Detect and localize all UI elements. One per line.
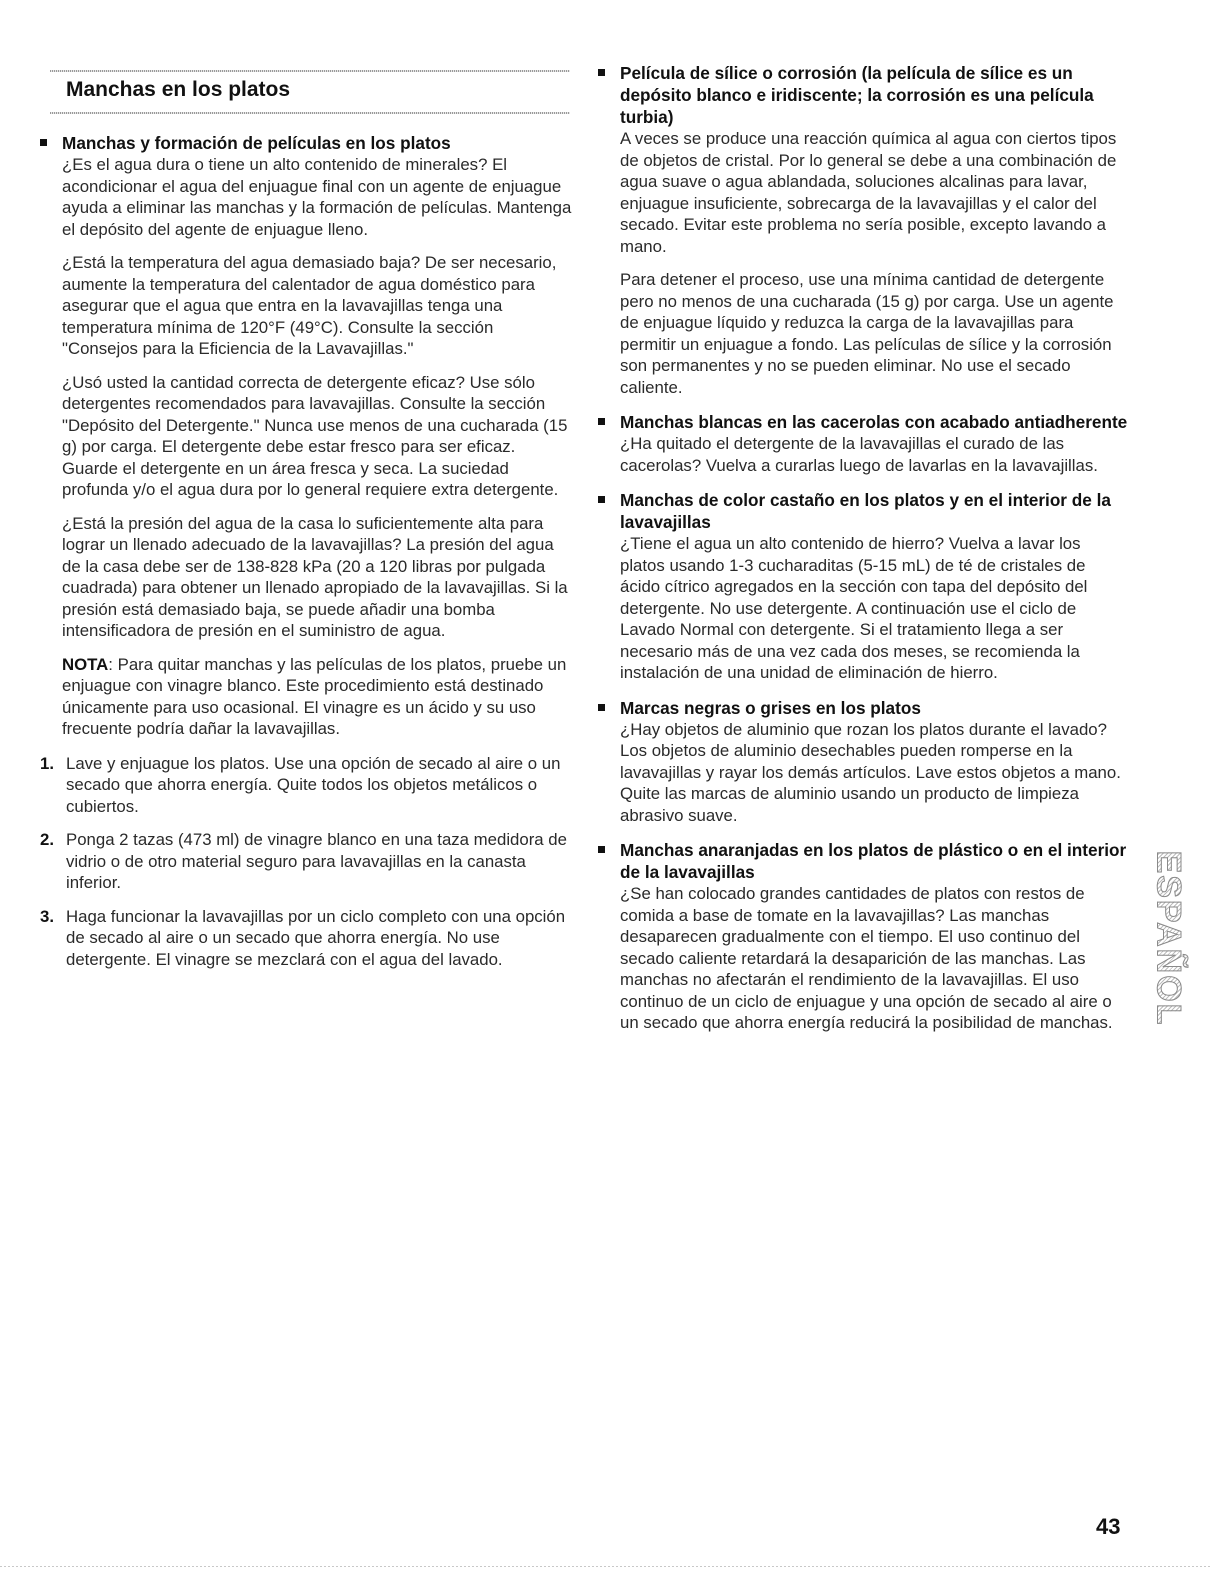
bullet-icon	[598, 496, 605, 503]
section-rule-top	[50, 70, 570, 72]
list-item	[598, 411, 1128, 476]
paragraph: ¿Tiene el agua un alto contenido de hierro? Vuelva a lavar los platos usando 1-3 cucharaditas (5-15 mL) de té de cristales de ácido cítrico agregados en la sección con tapa del depósito del detergente. No use detergente. A continuación use el ciclo de Lavado Normal con detergente. Si el tratamiento llega a ser necesario más de una vez cada dos meses, se recomienda la instalación de una unidad de eliminación de hierro.	[620, 534, 1088, 682]
paragraph: ¿Es el agua dura o tiene un alto contenido de minerales? El acondicionar el agua del enjuague final con un agente de enjuague ayuda a eliminar las manchas y la formación de películas. Mantenga el depósito del agente de enjuague lleno.	[62, 155, 572, 239]
list-item	[598, 62, 1128, 398]
bullet-icon	[598, 704, 605, 711]
section-rule-bottom	[50, 112, 570, 114]
side-tab-label: ESPAÑOL	[1149, 850, 1188, 1026]
item-title: Manchas y formación de películas en los platos	[62, 133, 451, 153]
paragraph: ¿Se han colocado grandes cantidades de platos con restos de comida a base de tomate en la lavavajillas? Las manchas desaparecen gradualmente con el tiempo. El uso continuo del secado caliente retardará la desaparición de las manchas. Las manchas no afectarán el rendimiento de la lavavajillas. El uso continuo de un ciclo de enjuague y una opción de secado al aire o un secado que ahorra energía reducirá la posibilidad de manchas.	[620, 884, 1113, 1032]
note-label: NOTA	[62, 654, 109, 674]
step-text: Ponga 2 tazas (473 ml) de vinagre blanco en una taza medidora de vidrio o de otro material seguro para lavavajillas en la canasta inferior.	[66, 830, 567, 892]
item-title: Manchas de color castaño en los platos y en el interior de la lavavajillas	[620, 490, 1111, 532]
list-item	[598, 839, 1128, 1034]
right-column	[598, 62, 1128, 1047]
section-title: Manchas en los platos	[66, 78, 291, 101]
list-item	[598, 697, 1128, 827]
item-title: Película de sílice o corrosión (la película de sílice es un depósito blanco e iridiscente; la corrosión es una película turbia)	[620, 63, 1094, 127]
bottom-rule	[0, 1566, 1211, 1567]
paragraph: ¿Usó usted la cantidad correcta de detergente eficaz? Use sólo detergentes recomendados para lavavajillas. Consulte la sección "Depósito del Detergente." Nunca use menos de una cucharada (15 g) por carga. El detergente debe estar fresco para ser eficaz. Guarde el detergente en un área fresca y seca. La suciedad profunda y/o el agua dura por lo general requiere extra detergente.	[62, 372, 568, 499]
item-title: Marcas negras o grises en los platos	[620, 697, 921, 718]
bullet-icon	[598, 418, 605, 425]
note-paragraph	[62, 654, 572, 740]
step-item	[40, 829, 572, 894]
list-item	[40, 132, 572, 740]
steps-list	[40, 753, 572, 971]
step-text: Haga funcionar la lavavajillas por un ciclo completo con una opción de secado al aire o un secado que ahorra energía. No use detergente. El vinagre se mezclará con el agua del lavado.	[66, 906, 566, 969]
list-item	[598, 489, 1128, 684]
step-text: Lave y enjuague los platos. Use una opción de secado al aire o un secado que ahorra energía. Quite todos los objetos metálicos o cubiertos.	[66, 753, 561, 816]
step-item	[40, 906, 572, 971]
page-number: 43	[1096, 1514, 1121, 1539]
paragraph: Para detener el proceso, use una mínima cantidad de detergente pero no menos de una cucharada (15 g) por carga. Use un agente de enjuague líquido y reduzca la carga de la lavavajillas para permitir un enjuague a fondo. Las películas de sílice y la corrosión son permanentes y no se pueden eliminar. No use el secado caliente.	[620, 270, 1114, 397]
note-text: : Para quitar manchas y las películas de los platos, pruebe un enjuague con vinagre blanco. Este procedimiento está destinado únicamente para uso ocasional. El vinagre es un ácido y su uso frecuente podría dañar la lavavajillas.	[62, 654, 567, 738]
item-title: Manchas anaranjadas en los platos de plástico o en el interior de la lavavajillas	[620, 840, 1127, 882]
paragraph: ¿Está la temperatura del agua demasiado baja? De ser necesario, aumente la temperatura del calentador de agua doméstico para asegurar que el agua que entra en la lavavajillas tenga una temperatura mínima de 120°F (49°C). Consulte la sección "Consejos para la Eficiencia de la Lavavajillas."	[62, 253, 557, 358]
paragraph: ¿Ha quitado el detergente de la lavavajillas el curado de las cacerolas? Vuelva a curarlas luego de lavarlas en la lavavajillas.	[620, 434, 1098, 475]
left-column	[40, 132, 572, 982]
bullet-icon	[40, 139, 47, 146]
bullet-icon	[598, 69, 605, 76]
step-number: 1.	[40, 753, 54, 773]
step-item	[40, 753, 572, 818]
paragraph: ¿Está la presión del agua de la casa lo suficientemente alta para lograr un llenado adecuado de la lavavajillas? La presión del agua de la casa debe ser de 138-828 kPa (20 a 120 libras por pulgada cuadrada) para obtener un llenado apropiado de la lavavajillas. Si la presión está demasiado baja, se puede añadir una bomba intensificadora de presión en el suministro de agua.	[62, 513, 568, 640]
item-title: Manchas blancas en las cacerolas con acabado antiadherente	[620, 412, 1128, 432]
bullet-icon	[598, 846, 605, 853]
step-number: 2.	[40, 830, 54, 849]
paragraph: A veces se produce una reacción química al agua con ciertos tipos de objetos de cristal. Por lo general se debe a una combinación de agua suave o agua ablandada, soluciones alcalinas para lavar, enjuague insuficiente, sobrecarga de la lavavajillas y el calor del secado. Evitar este problema no sería posible, excepto lavando a mano.	[620, 129, 1117, 256]
step-number: 3.	[40, 906, 54, 926]
language-side-tab	[1148, 818, 1188, 1058]
paragraph: ¿Hay objetos de aluminio que rozan los platos durante el lavado? Los objetos de aluminio desechables pueden romperse en la lavavajillas y rayar los demás artículos. Lave estos objetos a mano. Quite las marcas de aluminio usando un producto de limpieza abrasivo suave.	[620, 719, 1121, 825]
